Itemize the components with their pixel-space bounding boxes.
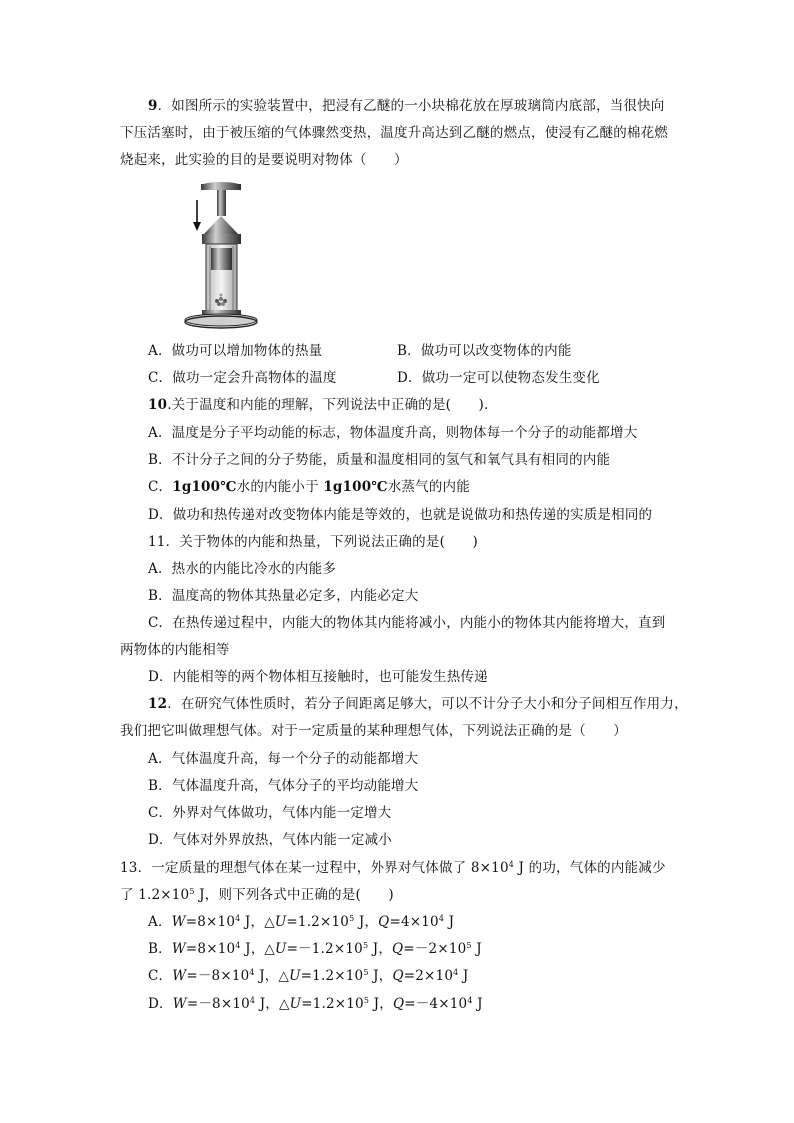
q12-line-2: 我们把它叫做理想气体。对于一定质量的某种理想气体，下列说法正确的是（ ） xyxy=(120,723,627,739)
q13-stem-1-post: J 的功，气体的内能减少 xyxy=(514,860,666,876)
q13-b-u: U xyxy=(274,941,287,957)
q10-option-c xyxy=(148,477,470,497)
q13-b-du-val: =－1.2×10 xyxy=(286,941,363,957)
q13-b-w-exp: 4 xyxy=(235,941,241,950)
q10-option-c-end: 水蒸气的内能 xyxy=(387,479,470,495)
q13-c-q-pre: J， xyxy=(368,968,393,984)
q13-option-d xyxy=(148,994,483,1014)
q13-a-du-val: =1.2×10 xyxy=(286,914,350,930)
q13-b-du-exp: 5 xyxy=(362,941,369,950)
q10-option-c-label: C． xyxy=(148,479,173,495)
q9-line-2: 下压活塞时，由于被压缩的气体骤然变热，温度升高达到乙醚的燃点，使浸有乙醚的棉花燃 xyxy=(120,125,668,141)
q13-c-unit: J xyxy=(458,968,469,984)
q13-a-u: U xyxy=(274,914,287,930)
q10-option-a: A．温度是分子平均动能的标志，物体温度升高，则物体每一个分子的动能都增大 xyxy=(148,425,638,441)
q9-stem-1: ．如图所示的实验装置中，把浸有乙醚的一小块棉花放在厚玻璃筒内底部，当很快向 xyxy=(157,98,665,114)
q13-option-c xyxy=(148,966,469,986)
q9-option-d: D．做功一定可以使物态发生变化 xyxy=(397,370,600,386)
q10-option-d: D．做功和热传递对改变物体内能是等效的，也就是说做功和热传递的实质是相同的 xyxy=(148,507,653,523)
q13-c-du-exp: 5 xyxy=(363,968,369,977)
q13-a-w-exp: 4 xyxy=(235,914,241,923)
piston-head xyxy=(211,248,232,270)
q13-d-w-val: =－8×10 xyxy=(186,996,250,1012)
q13-c-w: W xyxy=(172,968,187,984)
q13-b-w: W xyxy=(171,941,186,957)
q13-stem-2-exp: 5 xyxy=(189,887,195,896)
q13-d-du-val: =1.2×10 xyxy=(301,996,364,1012)
q13-a-q: Q xyxy=(378,914,390,930)
q13-d-du-exp: 5 xyxy=(363,996,370,1005)
q13-a-du: J，△ xyxy=(240,914,275,930)
piston-apparatus-figure xyxy=(180,178,270,330)
q10-stem-text: .关于温度和内能的理解，下列说法中正确的是( ). xyxy=(167,397,489,413)
q13-d-q-exp: 4 xyxy=(467,996,473,1005)
q13-d-q-pre: J， xyxy=(369,996,393,1012)
q13-c-q-val: =2×10 xyxy=(403,968,454,984)
q13-b-q-exp: 5 xyxy=(466,941,472,950)
q11-option-c-line-1: C．在热传递过程中，内能大的物体其内能将减小，内能小的物体其内能将增大，直到 xyxy=(148,615,666,631)
q10-option-c-mid: 水的内能小于 xyxy=(236,479,324,495)
q13-a-unit: J xyxy=(444,914,455,930)
q13-c-du-val: =1.2×10 xyxy=(300,968,364,984)
q10-option-b: B．不计分子之间的分子势能，质量和温度相同的氢气和氧气具有相同的内能 xyxy=(148,452,611,468)
q13-stem-2-post: J，则下列各式中正确的是( ) xyxy=(194,887,394,903)
q13-d-u: U xyxy=(289,996,302,1012)
q13-c-q-exp: 4 xyxy=(453,968,459,977)
q13-option-b xyxy=(148,939,482,959)
q10-number: 10 xyxy=(148,397,168,413)
q13-c-w-exp: 4 xyxy=(249,968,255,977)
q13-d-w: W xyxy=(172,996,187,1012)
q13-d-w-exp: 4 xyxy=(249,996,256,1005)
q13-a-w-val: =8×10 xyxy=(185,914,236,930)
q13-line-2 xyxy=(120,885,394,905)
q12-option-a: A．气体温度升高，每一个分子的动能都增大 xyxy=(148,751,419,767)
q13-d-du: J，△ xyxy=(255,996,290,1012)
q11-option-c-line-2: 两物体的内能相等 xyxy=(120,642,230,658)
q13-stem-2-pre: 了 1.2×10 xyxy=(120,887,190,903)
q12-stem-1: ．在研究气体性质时，若分子间距离足够大，可以不计分子大小和分子间相互作用力， xyxy=(167,696,688,712)
q13-a-q-exp: 4 xyxy=(438,914,445,923)
q9-line-3: 烧起来，此实验的目的是要说明对物体（ ） xyxy=(120,152,408,168)
q13-c-u: U xyxy=(289,968,301,984)
q10-option-c-bold-1: 1g100℃ xyxy=(172,479,237,495)
q13-a-q-val: =4×10 xyxy=(389,914,439,930)
q13-b-label: B． xyxy=(148,941,172,957)
q13-b-q-pre: J， xyxy=(368,941,393,957)
q13-b-unit: J xyxy=(471,941,482,957)
q9-number: 9 xyxy=(148,98,158,114)
q13-c-w-val: =－8×10 xyxy=(186,968,250,984)
q13-option-a xyxy=(148,912,454,932)
q13-d-q-val: =－4×10 xyxy=(404,996,468,1012)
q12-line-1 xyxy=(148,694,688,714)
q11-option-a: A．热水的内能比冷水的内能多 xyxy=(148,561,337,577)
q10-stem xyxy=(148,395,489,415)
q13-c-label: C． xyxy=(148,968,173,984)
q13-a-q-pre: J， xyxy=(354,914,379,930)
piston-cone xyxy=(204,216,238,234)
q13-a-w: W xyxy=(171,914,186,930)
q13-stem-1-exp: 4 xyxy=(508,860,515,869)
q11-option-b: B．温度高的物体其热量必定多，内能必定大 xyxy=(148,588,419,604)
down-arrow-icon xyxy=(193,200,201,231)
q13-d-label: D． xyxy=(148,996,173,1012)
q9-option-c: C．做功一定会升高物体的温度 xyxy=(148,370,337,386)
q13-b-du: J，△ xyxy=(240,941,275,957)
q12-option-d: D．气体对外界放热，气体内能一定减小 xyxy=(148,832,392,848)
q13-d-unit: J xyxy=(472,996,483,1012)
q12-option-c: C．外界对气体做功，气体内能一定增大 xyxy=(148,805,392,821)
q9-option-a: A．做功可以增加物体的热量 xyxy=(148,343,323,359)
q13-stem-1-pre: 13．一定质量的理想气体在某一过程中，外界对气体做了 8×10 xyxy=(120,860,509,876)
q13-a-du-exp: 5 xyxy=(349,914,355,923)
q13-c-du: J，△ xyxy=(254,968,290,984)
q10-option-c-bold-2: 1g100℃ xyxy=(323,479,388,495)
q12-option-b: B．气体温度升高，气体分子的平均动能增大 xyxy=(148,778,419,794)
q13-d-q: Q xyxy=(392,996,405,1012)
q12-number: 12 xyxy=(148,696,168,712)
q11-option-d: D．内能相等的两个物体相互接触时，也可能发生热传递 xyxy=(148,669,488,685)
q13-a-label: A． xyxy=(148,914,172,930)
q9-line-1 xyxy=(148,96,665,116)
piston-rod xyxy=(217,190,226,216)
q13-c-q: Q xyxy=(392,968,404,984)
q13-b-w-val: =8×10 xyxy=(185,941,236,957)
q13-b-q-val: =－2×10 xyxy=(403,941,467,957)
q11-stem: 11．关于物体的内能和热量，下列说法正确的是( ) xyxy=(148,534,478,550)
q13-line-1 xyxy=(120,858,666,878)
q13-b-q: Q xyxy=(392,941,404,957)
q9-option-b: B．做功可以改变物体的内能 xyxy=(397,343,572,359)
